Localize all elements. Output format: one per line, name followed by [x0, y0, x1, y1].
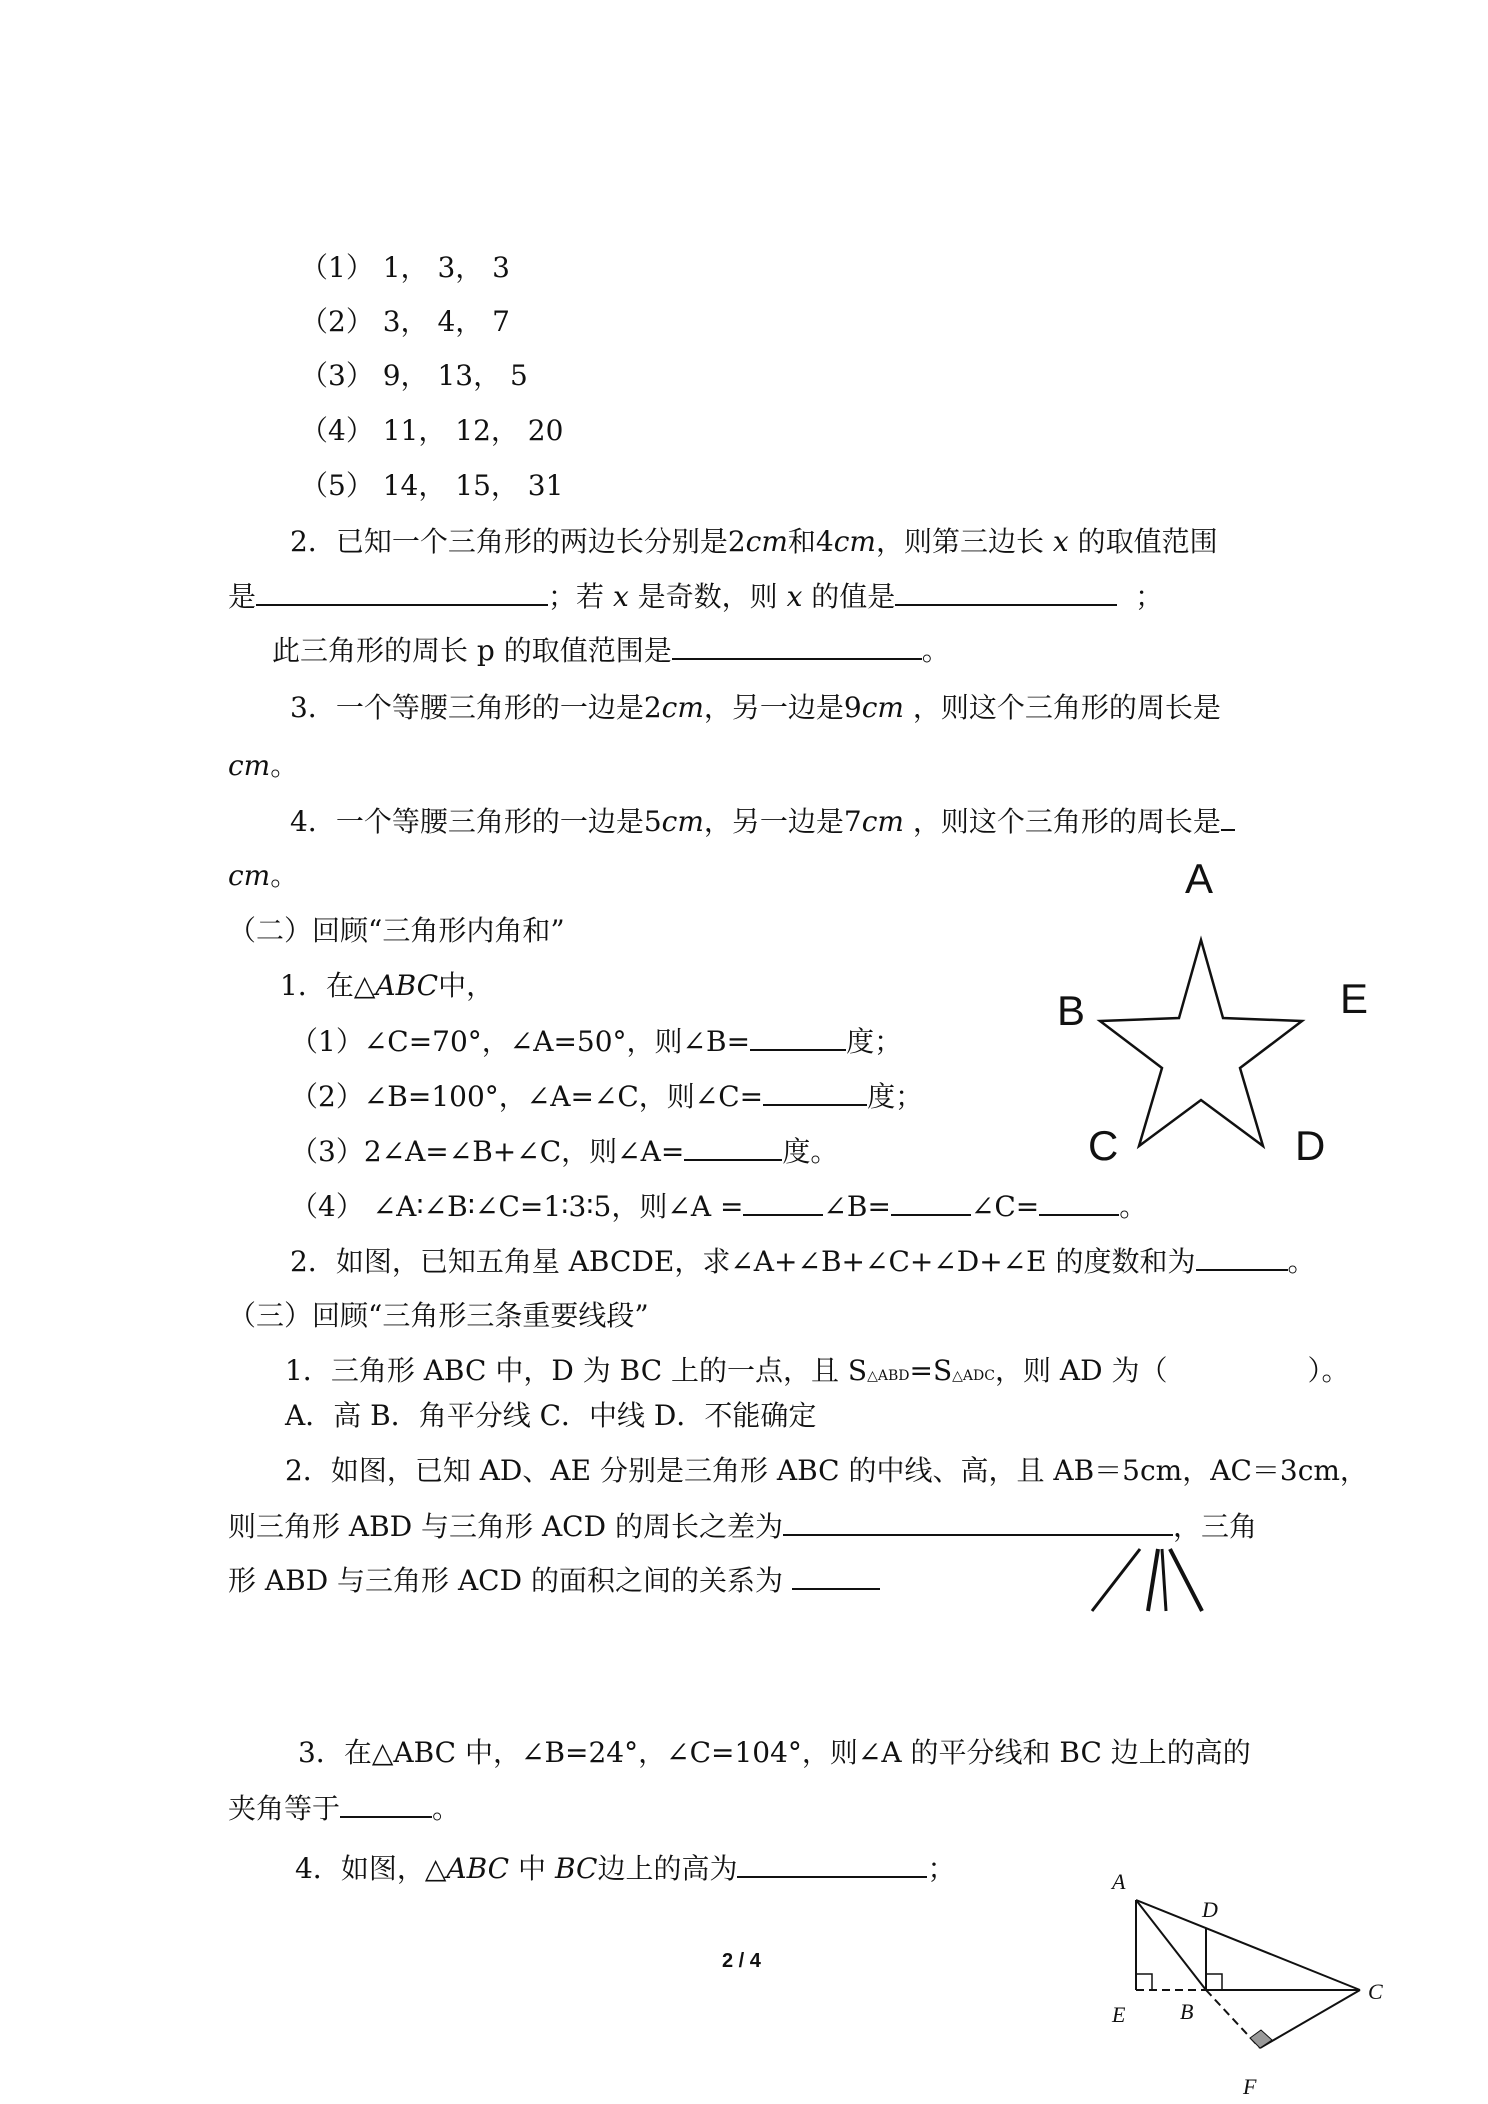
star-label-c: C [1088, 1122, 1119, 1169]
section3-choices: A．高 B．角平分线 C．中线 D．不能确定 [285, 1399, 817, 1432]
section2-title: （二）回顾“三角形内角和” [228, 914, 565, 947]
s4-blank-b[interactable] [891, 1188, 971, 1216]
star-label-b: B [1057, 987, 1086, 1034]
triangle-figure [1110, 1880, 1390, 2104]
section2-q2: 2．如图，已知五角星 ABCDE，求∠A+∠B+∠C+∠D+∠E 的度数和为 。 [290, 1245, 1316, 1278]
q2-line2: 是 ；若 x 是奇数，则 x 的值是 ； [228, 580, 1164, 613]
q2-blank-value[interactable] [895, 578, 1117, 606]
tri-label-d: D [1202, 1897, 1218, 1922]
section3-q3-blank[interactable] [340, 1790, 432, 1818]
s4-blank-c[interactable] [1039, 1188, 1119, 1216]
list-item-4: （4） 11， 12， 20 [300, 414, 564, 447]
section2-s2: （2）∠B=100°，∠A=∠C，则∠C= 度； [290, 1080, 924, 1113]
q2-line1: 2．已知一个三角形的两边长分别是2cm和4cm，则第三边长 x 的取值范围 [290, 525, 1218, 558]
fragment-figure [1090, 1545, 1210, 1615]
star-blank[interactable] [1196, 1243, 1288, 1271]
s4-blank-a[interactable] [743, 1188, 823, 1216]
tri-label-f: F [1243, 2074, 1257, 2099]
right-angle-b [1206, 1974, 1222, 1990]
section3-q4-blank[interactable] [737, 1850, 927, 1878]
segment-cf [1260, 1990, 1360, 2048]
section3-q2-blank1[interactable] [783, 1508, 1173, 1536]
section3-q2-line3: 形 ABD 与三角形 ACD 的面积之间的关系为 [228, 1562, 880, 1599]
tri-label-a: A [1112, 1869, 1126, 1894]
section3-q3-line1: 3．在△ABC 中，∠B=24°，∠C=104°，则∠A 的平分线和 BC 边上的高的 [298, 1736, 1251, 1769]
section3-q4: 4．如图，△ABC 中 BC边上的高为 ； [295, 1852, 956, 1885]
q3-line2: cm。 [228, 749, 299, 782]
list-item-5: （5） 14， 15， 31 [300, 469, 564, 502]
q2-line3: 此三角形的周长 p 的取值范围是 。 [272, 634, 950, 667]
q3-line1: 3．一个等腰三角形的一边是2cm，另一边是9cm ，则这个三角形的周长是 [290, 691, 1221, 724]
s3-blank[interactable] [684, 1133, 782, 1161]
right-angle-e [1136, 1974, 1152, 1990]
section3-q2-line1: 2．如图，已知 AD、AE 分别是三角形 ABC 的中线、高，且 AB＝5cm，AC＝3cm， [285, 1454, 1368, 1487]
star-label-e: E [1340, 975, 1369, 1022]
section3-q2-blank2[interactable] [792, 1562, 880, 1590]
section3-q1: 1．三角形 ABC 中，D 为 BC 上的一点，且 S△ABD=S△ADC，则 AD 为（ ）。 [285, 1354, 1350, 1387]
section2-q1: 1．在△ABC中， [280, 969, 495, 1002]
q2-blank-perimeter[interactable] [672, 632, 922, 660]
segment-ac [1136, 1897, 1360, 1990]
s1-blank[interactable] [750, 1023, 846, 1051]
star-label-a: A [1185, 855, 1214, 902]
q4-line2: cm。 [228, 859, 299, 892]
q4-line1: 4．一个等腰三角形的一边是5cm，另一边是7cm ，则这个三角形的周长是 [290, 803, 1235, 840]
q2-blank-range[interactable] [256, 578, 548, 606]
star-shape [1100, 940, 1302, 1146]
list-item-1: （1） 1， 3， 3 [300, 251, 510, 284]
star-label-d: D [1295, 1122, 1326, 1169]
page-number: 2 / 4 [722, 1950, 761, 1972]
s2-blank[interactable] [763, 1078, 867, 1106]
section2-s4: （4） ∠A∶∠B∶∠C=1∶3∶5，则∠A = ∠B= ∠C= 。 [290, 1190, 1148, 1223]
section2-s3: （3）2∠A=∠B+∠C，则∠A= 度。 [290, 1135, 839, 1168]
section2-s1: （1）∠C=70°，∠A=50°，则∠B= 度； [290, 1025, 903, 1058]
tri-label-e: E [1112, 2002, 1126, 2027]
q4-blank[interactable] [1221, 803, 1235, 831]
section3-q2-line2: 则三角形 ABD 与三角形 ACD 的周长之差为 ，三角 [228, 1510, 1257, 1543]
tri-label-c: C [1368, 1979, 1383, 2004]
list-item-3: （3） 9， 13， 5 [300, 359, 528, 392]
tri-label-b: B [1180, 1999, 1194, 2024]
section3-title: （三）回顾“三角形三条重要线段” [228, 1299, 649, 1332]
section3-q3-line2: 夹角等于 。 [228, 1792, 461, 1825]
right-angle-f [1250, 2030, 1272, 2048]
list-item-2: （2） 3， 4， 7 [300, 305, 510, 338]
